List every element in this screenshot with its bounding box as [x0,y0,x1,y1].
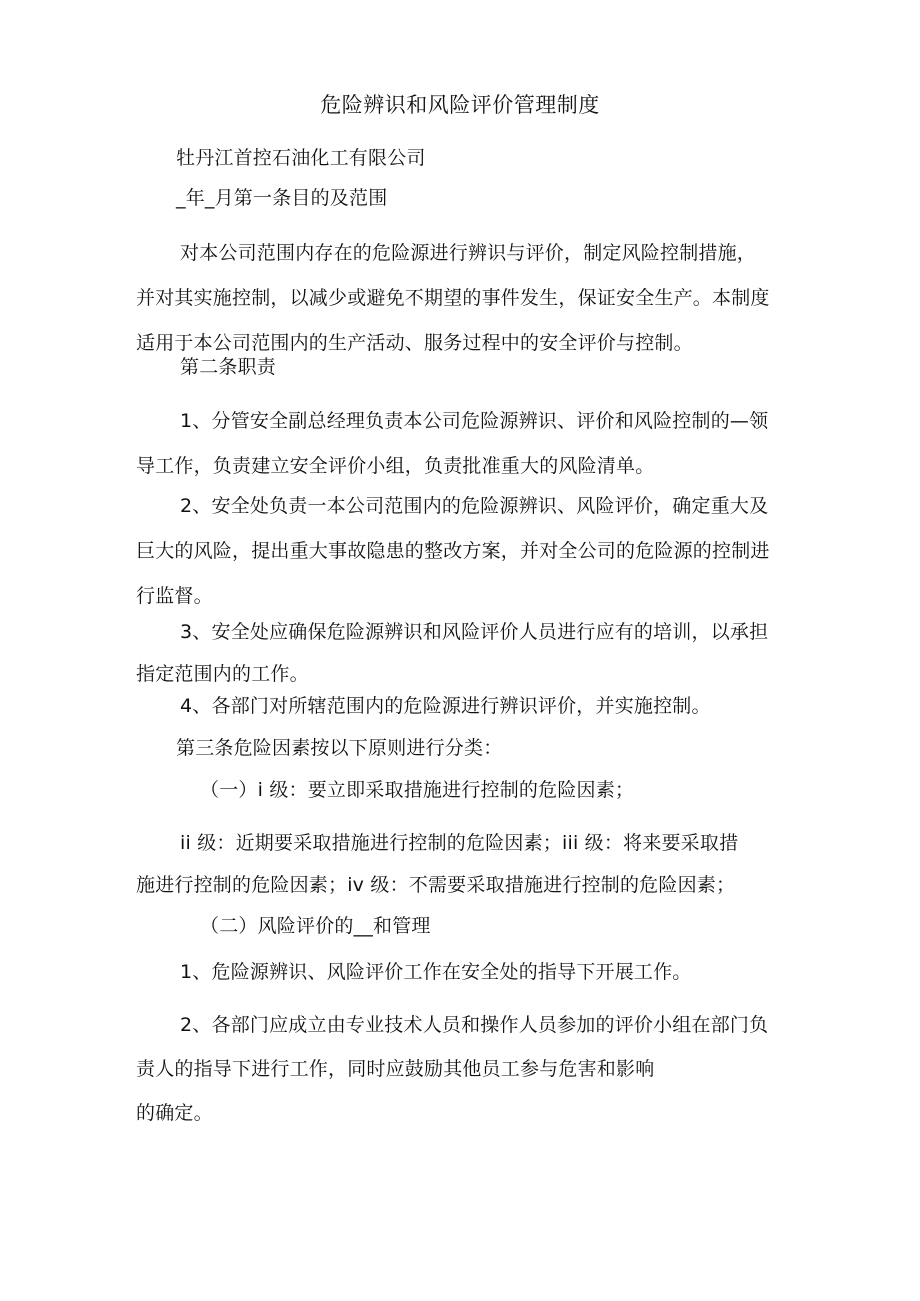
mgmt2-line-3: 的确定。 [136,1102,213,1124]
date-and-article1-heading: _年_月第一条目的及范围 [176,187,388,209]
duty-item-2 [136,484,794,619]
duty-item-4: 4、各部门对所辖范围内的危险源进行辨识评价，并实施控制。 [180,695,711,717]
duty3-line-2: 指定范围内的工作。 [136,663,309,685]
purpose-line-1: 对本公司范围内存在的危险源进行辨识与评价，制定风险控制措施， [180,242,757,264]
duty2-line-2: 巨大的风险，提出重大事故隐患的整改方案，并对全公司的危险源的控制进 [136,540,770,562]
class-line-1: ii 级：近期要采取措施进行控制的危险因素；iii 级：将来要采取措 [180,832,739,854]
class-i-item: （一）i 级：要立即采取措施进行控制的危险因素； [200,779,635,801]
duty3-line-1: 3、安全处应确保危险源辨识和风险评价人员进行应有的培训，以承担 [180,621,769,643]
class-line-2: 施进行控制的危险因素；iv 级：不需要采取措施进行控制的危险因素； [136,874,736,896]
duty1-line-1: 1、分管安全副总经理负责本公司危险源辨识、评价和风险控制的—领 [180,410,769,432]
section2-heading: （二）风险评价的__和管理 [200,915,431,937]
mgmt2-line-1: 2、各部门应成立由专业技术人员和操作人员参加的评价小组在部门负 [180,1014,769,1036]
duty2-line-1: 2、安全处负责一本公司范围内的危险源辨识、风险评价，确定重大及 [180,495,769,517]
document-title: 危险辨识和风险评价管理制度 [320,93,600,117]
company-name: 牡丹江首控石油化工有限公司 [176,147,426,169]
duty-item-3 [136,611,794,695]
purpose-paragraph [136,231,794,366]
management-item-1: 1、危险源辨识、风险评价工作在安全处的指导下开展工作。 [180,961,692,983]
management-item-2 [136,1003,794,1135]
duty1-line-2: 导工作，负责建立安全评价小组，负责批准重大的风险清单。 [136,455,655,477]
duty-item-1 [136,399,794,489]
mgmt2-line-2: 责人的指导下进行工作，同时应鼓励其他员工参与危害和影响 [136,1058,655,1080]
purpose-line-3: 适用于本公司范围内的生产活动、服务过程中的安全评价与控制。 [136,332,693,354]
duty2-line-3: 行监督。 [136,585,213,607]
purpose-line-2: 并对其实施控制，以减少或避免不期望的事件发生，保证安全生产。本制度 [136,287,770,309]
class-ii-iv-paragraph [136,822,794,906]
article3-heading: 第三条危险因素按以下原则进行分类： [176,737,503,759]
article2-heading: 第二条职责 [180,356,277,378]
